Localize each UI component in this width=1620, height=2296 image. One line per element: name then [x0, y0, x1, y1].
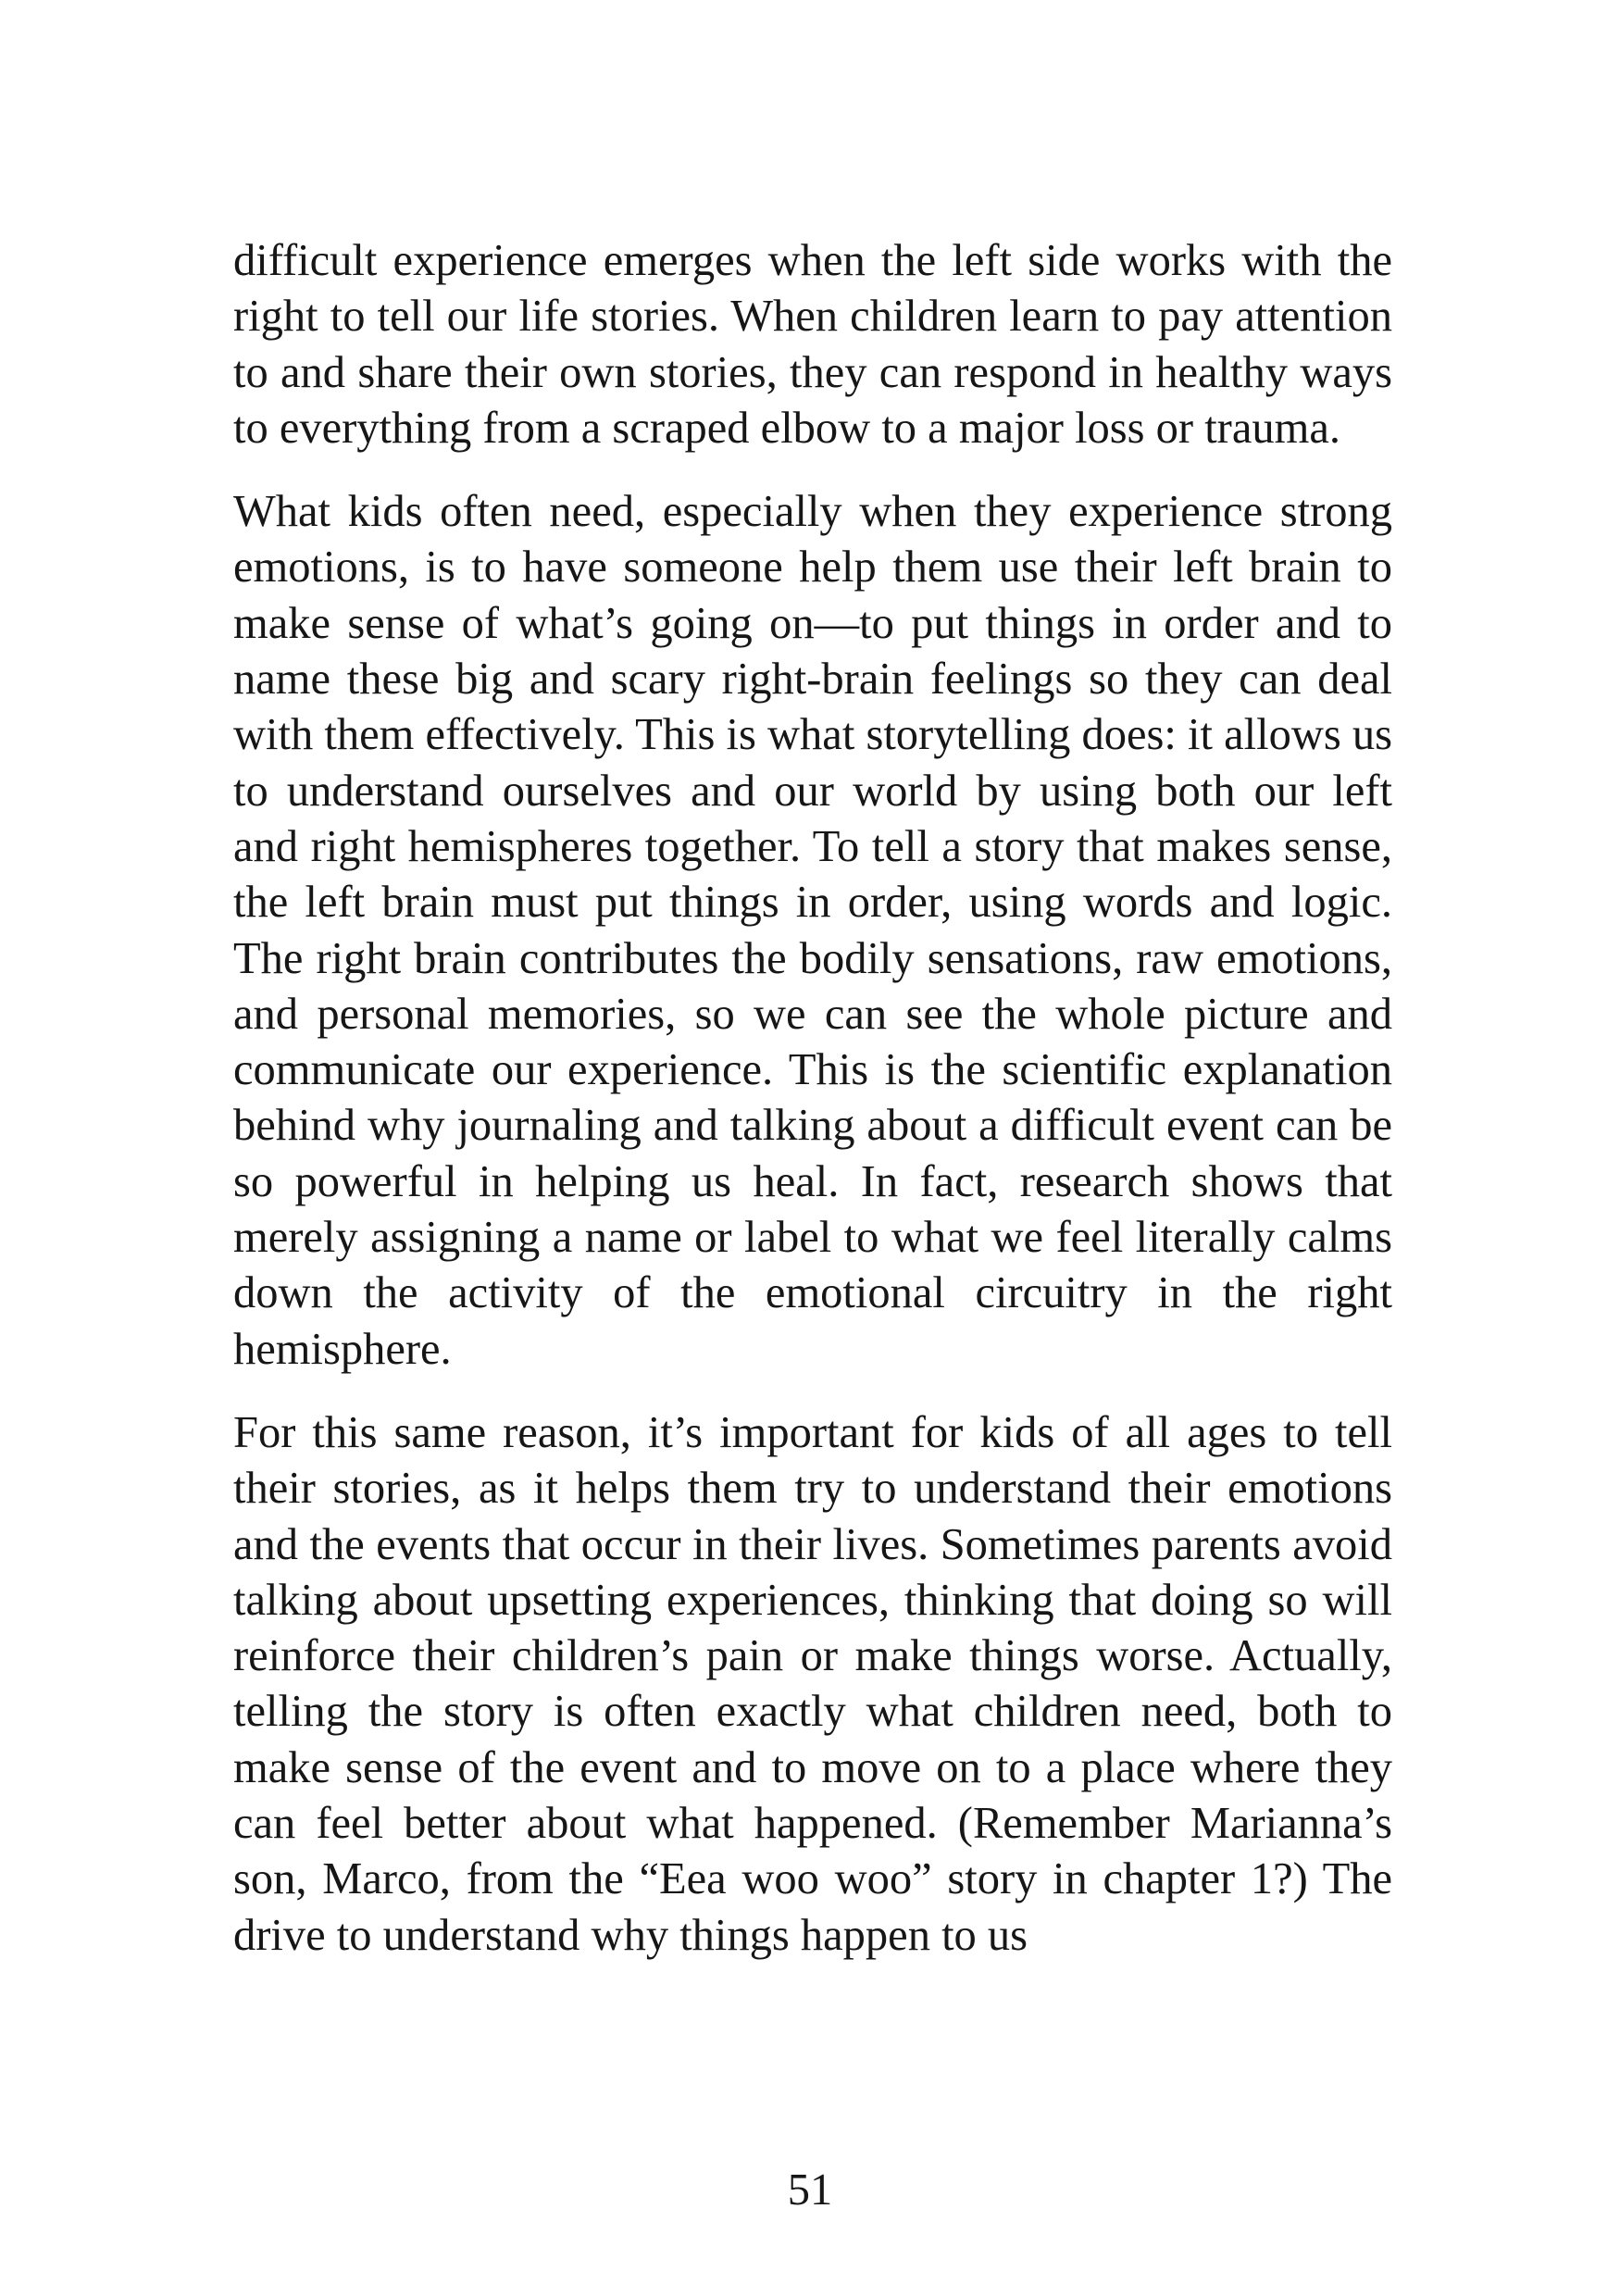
page-number: 51	[787, 2165, 833, 2215]
body-text	[233, 233, 1392, 1964]
paragraph-2: What kids often need, especially when they experience strong emotions, is to have someone help them use their left brain to make sense of what’s going on—to put things in order and to name these big and scary right-brain feelings so they can deal with them effectively. This is what storytelling does: it allows us to understand ourselves and our world by using both our left and right hemispheres together. To tell a story that makes sense, the left brain must put things in order, using words and logic. The right brain contributes the bodily sensations, raw emotions, and personal memories, so we can see the whole picture and communicate our experience. This is the scientific explanation behind why journaling and talking about a difficult event can be so powerful in helping us heal. In fact, research shows that merely assigning a name or label to what we feel literally calms down the activity of the emotional circuitry in the right hemisphere.	[233, 487, 1392, 1374]
paragraph-1: difficult experience emerges when the left side works with the right to tell our life stories. When children learn to pay attention to and share their own stories, they can respond in healthy ways to everything from a scraped elbow to a major loss or trauma.	[233, 236, 1392, 453]
paragraph-3: For this same reason, it’s important for kids of all ages to tell their stories, as it helps them try to understand their emotions and the events that occur in their lives. Sometimes parents avoid talking about upsetting experiences, thinking that doing so will reinforce their children’s pain or make things worse. Actually, telling the story is often exactly what children need, both to make sense of the event and to move on to a place where they can feel better about what happened. (Remember Marianna’s son, Marco, from the “Eea woo woo” story in chapter 1?) The drive to understand why things happen to us	[233, 1407, 1392, 1960]
